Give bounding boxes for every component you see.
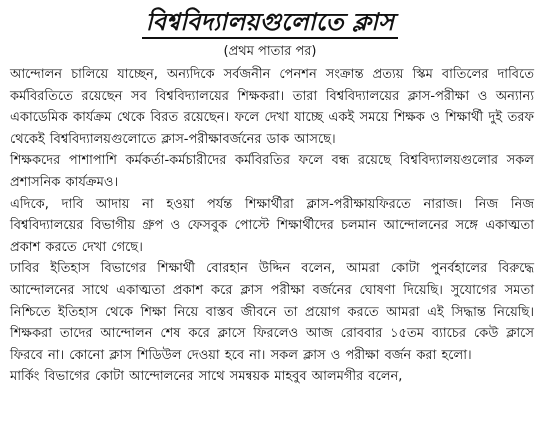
article-headline bbox=[0, 4, 540, 40]
paragraph-student-quote: ঢাবির ইতিহাস বিভাগের শিক্ষার্থী বোরহান উদ্দিন বলেন, আমরা কোটা পুনর্বহালের বিরুদ্ধে আন্দোলনের সাথে একাত্মতা প্রকাশ করে ক্লাস পরীক্ষা বর্জনের ঘোষণা দিয়েছি। সুযোগের সমতা নিশ্চিতে ইতিহাস থেকে শিক্ষা নিয়ে বাস্তব জীবনে তা প্রয়োগ করতে আমরা এই সিদ্ধান্ত নিয়েছি। শিক্ষকরা তাদের আন্দোলন শেষ করে ক্লাসে ফিরলেও আজ রোববার ১৫তম ব্যাচের কেউ ক্লাসে ফিরবে না। কোনো ক্লাস শিডিউল দেওয়া হবে না। সকল ক্লাস ও পরীক্ষা বর্জন করা হলো। bbox=[10, 261, 534, 363]
continued-from-front-page-note: (প্রথম পাতার পর) bbox=[223, 44, 317, 59]
paragraph-staff-strike: শিক্ষকদের পাশাপাশি কর্মকর্তা-কর্মচারীদের কর্মবিরতির ফলে বন্ধ রয়েছে বিশ্ববিদ্যালয়গুলোর সকল প্রশাসনিক কার্যক্রমও। bbox=[10, 153, 534, 190]
paragraph-strike-status: আন্দোলন চালিয়ে যাচ্ছেন, অন্যদিকে সর্বজনীন পেনশন সংক্রান্ত প্রত্যয় স্কিম বাতিলের দাবিতে কর্মবিরতিতে রয়েছেন সব বিশ্ববিদ্যালয়ের শিক্ষকরা। তারা বিশ্ববিদ্যালয়ের ক্লাস-পরীক্ষা ও অন্যান্য একাডেমিক কার্যক্রম থেকে বিরত রয়েছেন। ফলে দেখা যাচ্ছে একই সময়ে শিক্ষক ও শিক্ষার্থী দুই তরফ থেকেই বিশ্ববিদ্যালয়গুলোতে ক্লাস-পরীক্ষাবর্জনের ডাক আসছে। bbox=[10, 67, 534, 147]
headline-text: বিশ্ববিদ্যালয়গুলোতে ক্লাস bbox=[142, 7, 398, 39]
article-body bbox=[0, 64, 540, 388]
paragraph-students-refuse: এদিকে, দাবি আদায় না হওয়া পর্যন্ত শিক্ষার্থীরা ক্লাস-পরীক্ষায়ফিরতে নারাজ। নিজ নিজ বিশ্ববিদ্যালয়ের বিভাগীয় গ্রুপ ও ফেসবুক পোস্টে শিক্ষার্থীদের চলমান আন্দোলনের সঙ্গে একাত্মতা প্রকাশ করতে দেখা গেছে। bbox=[10, 196, 534, 255]
paragraph-cutoff: মার্কিং বিভাগের কোটা আন্দোলনের সাথে সমন্বয়ক মাহবুব আলমগীর বলেন, bbox=[10, 369, 403, 385]
